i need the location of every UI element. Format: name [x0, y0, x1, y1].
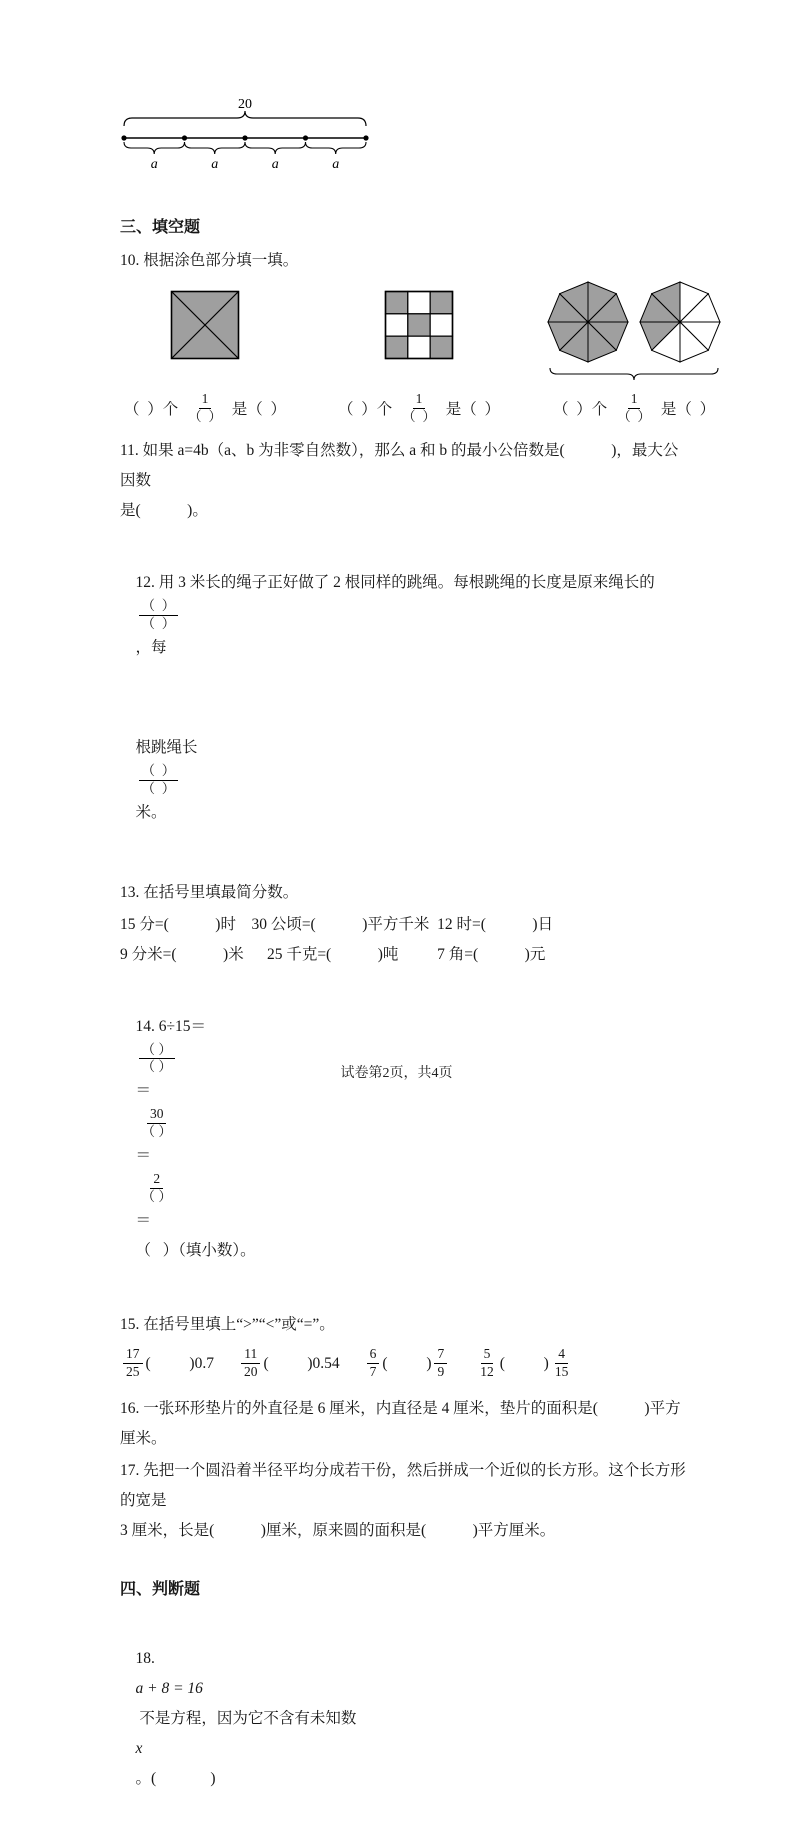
blank-fraction	[139, 763, 179, 798]
compare-value: 0.54	[312, 1354, 340, 1372]
fraction-denominator: 20	[243, 1364, 258, 1380]
q14-text: （ ）（填小数）。	[135, 1241, 256, 1259]
fill-prefix: （ ）个	[124, 401, 183, 418]
q10-label: 10. 根据涂色部分填一填。	[120, 252, 299, 269]
q12-text: 米。	[135, 803, 167, 821]
q16: 16. 一张环形垫片的外直径是 6 厘米，内直径是 4 厘米，垫片的面积是( )平方厘米。	[120, 1399, 681, 1447]
segment-part-label: a	[332, 157, 340, 172]
blank-paren: ( )	[382, 1354, 432, 1372]
fraction-denominator: （ ）	[141, 1188, 172, 1204]
fraction-numerator: 5	[481, 1346, 494, 1364]
fill-prefix: （ ）个	[553, 401, 612, 418]
fraction-numerator: 4	[555, 1346, 568, 1364]
q13-label: 13. 在括号里填最简分数。	[120, 883, 299, 901]
fill-suffix: 是（ ）	[227, 401, 287, 418]
fraction	[241, 1346, 261, 1381]
fraction-denominator: （ ）	[141, 615, 176, 631]
octagon-figure	[546, 278, 722, 384]
segment-part-label: a	[271, 157, 279, 172]
q18-equation: a + 8 = 16	[135, 1679, 203, 1697]
q10-figure-3	[546, 278, 722, 428]
fraction-denominator: 9	[437, 1364, 445, 1380]
under-brace	[185, 142, 246, 154]
q18-numbering: 18.	[135, 1649, 159, 1667]
unit-fraction	[399, 391, 439, 426]
q12-text: 12. 用 3 米长的绳子正好做了 2 根同样的跳绳。每根跳绳的长度是原来绳长的	[135, 574, 655, 591]
q10-figures	[120, 278, 716, 428]
fraction	[123, 1346, 143, 1381]
segment-dot	[242, 135, 247, 140]
q10-figure-2	[338, 290, 500, 428]
fraction-numerator: （ ）	[139, 1042, 175, 1060]
unit-fraction	[614, 391, 654, 426]
blank-paren: ( )	[263, 1354, 313, 1372]
page-footer: 试卷第2页，共4页	[340, 1066, 453, 1081]
q10-fill-3	[553, 388, 715, 428]
q15-comparisons	[120, 1342, 686, 1386]
equals-sign: ＝	[135, 1147, 152, 1164]
fraction-numerator: 6	[367, 1346, 380, 1364]
section-3-title: 三、填空题	[120, 219, 201, 236]
comparison-item	[238, 1346, 340, 1381]
q17-line1: 17. 先把一个圆沿着半径平均分成若干份，然后拼成一个近似的长方形。这个长方形的宽是	[120, 1461, 686, 1509]
fraction-denominator: 7	[369, 1364, 377, 1380]
q15-label: 15. 在括号里填上“>”“<”或“=”。	[120, 1315, 335, 1333]
compare-value: 0.7	[194, 1354, 214, 1372]
fraction-numerator: （ ）	[139, 763, 179, 781]
fraction-denominator: （ ）	[141, 780, 176, 796]
q13-line2: 9 分米=( )米 25 千克=( )吨 7 角=( )元	[120, 945, 546, 963]
comparison-item	[474, 1346, 574, 1381]
q12-line1	[120, 538, 686, 693]
segment-dot	[303, 135, 308, 140]
fraction-denominator: （ ）	[188, 408, 222, 424]
blank-paren: ( )	[499, 1354, 549, 1372]
q11-line2: 是( )。	[120, 502, 208, 519]
unit-fraction	[185, 391, 225, 426]
q12-text: 根跳绳长	[135, 738, 198, 756]
fill-prefix: （ ）个	[338, 401, 397, 418]
equals-sign: ＝	[135, 1082, 152, 1100]
q14	[120, 982, 686, 1296]
fraction-numerator: 7	[434, 1346, 447, 1364]
fraction-numerator: 30	[147, 1106, 167, 1124]
segment-diagram	[120, 96, 372, 172]
q17-line2: 3 厘米，长是( )厘米，原来圆的面积是( )平方厘米。	[120, 1521, 556, 1539]
segment-part-label: a	[211, 157, 219, 172]
under-brace	[550, 368, 718, 380]
fraction-denominator: 12	[480, 1364, 494, 1380]
fraction-numerator: 17	[123, 1346, 143, 1364]
comparison-item	[120, 1346, 214, 1381]
fraction-numerator: 2	[150, 1171, 163, 1189]
segment-dot	[182, 135, 187, 140]
segment-part-label: a	[150, 157, 158, 172]
section-4-title: 四、判断题	[120, 1580, 201, 1598]
grid-figure	[384, 290, 454, 360]
fraction-numerator: 11	[241, 1346, 260, 1364]
blank-paren: ( )	[145, 1354, 195, 1372]
q13-line1: 15 分=( )时 30 公顷=( )平方千米 12 时=( )日	[120, 915, 554, 933]
q14-text: 14. 6÷15＝	[135, 1017, 207, 1035]
under-brace	[245, 142, 306, 154]
fraction	[139, 1106, 175, 1141]
fraction-denominator: （ ）	[402, 408, 436, 424]
fraction-numerator: 1	[628, 391, 641, 409]
under-brace	[306, 142, 367, 154]
fraction-denominator: （ ）	[141, 1124, 172, 1140]
q11-line1: 11. 如果 a=4b（a、b 为非零自然数），那么 a 和 b 的最小公倍数是( )，最大公因数	[120, 442, 679, 489]
q10-fill-1	[124, 388, 286, 428]
fraction-numerator: 1	[413, 391, 426, 409]
blank-fraction	[139, 598, 179, 633]
q18-text: 。( )	[135, 1769, 216, 1787]
fraction-denominator: 15	[554, 1364, 569, 1380]
fraction	[434, 1346, 447, 1381]
fill-suffix: 是（ ）	[441, 401, 501, 418]
q18-variable: x	[135, 1739, 143, 1757]
segment-dot	[363, 135, 368, 140]
q10-fill-2	[338, 388, 500, 428]
comparison-item	[364, 1346, 451, 1381]
segment-total-label: 20	[238, 97, 252, 112]
square-figure	[170, 290, 240, 360]
fraction	[367, 1346, 380, 1381]
fraction-denominator: （ ）	[141, 1059, 172, 1075]
fraction	[477, 1346, 497, 1381]
fraction-numerator: （ ）	[139, 598, 179, 616]
over-brace	[124, 111, 366, 126]
fraction-denominator: 25	[126, 1364, 140, 1380]
fraction-numerator: 1	[199, 391, 212, 409]
under-brace	[124, 142, 185, 154]
q12-line2	[120, 703, 686, 858]
fraction	[139, 1171, 175, 1206]
fraction-denominator: （ ）	[617, 408, 651, 424]
equals-sign: ＝	[135, 1211, 152, 1229]
q10-figure-1	[124, 290, 286, 428]
q18-text: 不是方程，因为它不含有未知数	[135, 1709, 361, 1727]
q12-text: ，每	[135, 638, 167, 656]
fill-suffix: 是（ ）	[656, 401, 716, 418]
q18	[120, 1614, 686, 1824]
exam-page-content	[120, 0, 716, 1824]
segment-dot	[121, 135, 126, 140]
fraction	[552, 1346, 572, 1381]
